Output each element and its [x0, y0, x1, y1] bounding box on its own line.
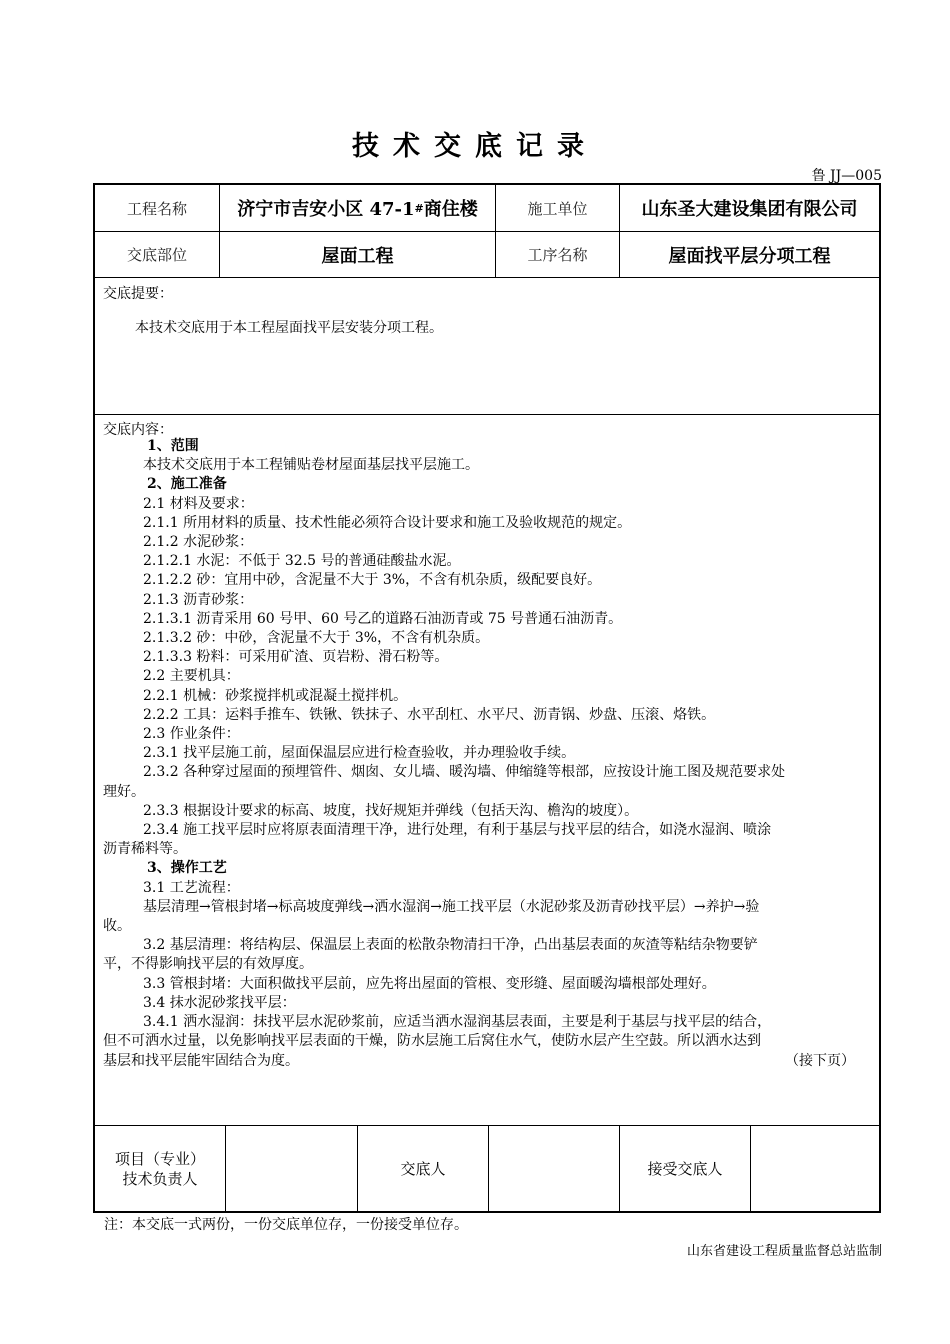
content-line: 2.3.1 找平层施工前，屋面保温层应进行检查验收，并办理验收手续。 [143, 745, 576, 762]
content-line: 2.1 材料及要求： [143, 495, 254, 512]
receiver-label: 接受交底人 [647, 1159, 723, 1178]
handover-person-label: 交底人 [400, 1159, 446, 1178]
record-form [93, 183, 881, 1213]
construction-unit-label: 施工单位 [527, 199, 588, 218]
content-line: 本技术交底用于本工程铺贴卷材屋面基层找平层施工。 [143, 457, 479, 474]
row-divider [95, 414, 879, 415]
construction-unit-value: 山东圣大建设集团有限公司 [641, 199, 858, 220]
continued-note: （接下页） [785, 1052, 855, 1069]
content-line: 3.1 工艺流程： [143, 879, 240, 896]
content-line: 3.2 基层清理：将结构层、保温层上表面的松散杂物清扫干净，凸出基层表面的灰渣等粘结杂物要铲 [143, 937, 758, 954]
content-line: 理好。 [103, 783, 145, 800]
content-line: 2.3 作业条件： [143, 726, 240, 743]
content-line: 2.2.1 机械：砂浆搅拌机或混凝土搅拌机。 [143, 687, 408, 704]
section-heading: 3、操作工艺 [147, 860, 227, 877]
supervisor-credit: 山东省建设工程质量监督总站监制 [686, 1244, 882, 1259]
content-line: 3.4 抹水泥砂浆找平层： [143, 994, 296, 1011]
content-line: 平，不得影响找平层的有效厚度。 [103, 956, 313, 973]
process-value: 屋面找平层分项工程 [668, 245, 831, 267]
content-label: 交底内容： [103, 422, 173, 438]
content-line: 2.1.2.2 砂：宜用中砂，含泥量不大于 3%，不含有机杂质，级配要良好。 [143, 572, 602, 589]
content-line: 2.3.3 根据设计要求的标高、坡度，找好规矩并弹线（包括天沟、檐沟的坡度）。 [143, 802, 639, 819]
section-heading: 1、范围 [147, 438, 199, 454]
summary-label: 交底提要： [103, 286, 173, 302]
content-line: 沥青稀料等。 [103, 841, 187, 858]
section-heading: 2、施工准备 [147, 476, 227, 493]
receiver-signature-field[interactable] [751, 1126, 879, 1211]
content-line: 2.2 主要机具： [143, 668, 240, 685]
content-line: 2.1.3.3 粉料：可采用矿渣、页岩粉、滑石粉等。 [143, 649, 449, 666]
content-line: 2.1.3.2 砂：中砂，含泥量不大于 3%，不含有机杂质。 [143, 630, 490, 647]
content-line: 2.3.4 施工找平层时应将原表面清理干净，进行处理，有利于基层与找平层的结合，如浇水湿润、喷涂 [143, 822, 772, 839]
content-line: 2.1.1 所用材料的质量、技术性能必须符合设计要求和施工及验收规范的规定。 [143, 514, 632, 531]
tech-lead-signature-field[interactable] [226, 1126, 357, 1211]
tech-lead-label: 项目（专业） 技术负责人 [114, 1149, 205, 1188]
content-line-text: 基层和找平层能牢固结合为度。 [103, 1052, 299, 1069]
page-title: 技术交底记录 [352, 131, 598, 162]
content-line: 2.2.2 工具：运料手推车、铁锹、铁抹子、水平刮杠、水平尺、沥青锅、炒盘、压滚、烙铁。 [143, 706, 716, 723]
content-line: 2.1.3.1 沥青采用 60 号甲、60 号乙的道路石油沥青或 75 号普通石油沥青。 [143, 610, 623, 627]
content-line: 2.1.2 水泥砂浆： [143, 534, 254, 551]
project-name-value: 济宁市吉安小区 47-1 # 商住楼 [237, 199, 478, 220]
summary-text: 本技术交底用于本工程屋面找平层安装分项工程。 [135, 320, 443, 336]
handover-person-signature-field[interactable] [489, 1126, 619, 1211]
process-label: 工序名称 [527, 246, 588, 264]
content-line: 但不可洒水过量，以免影响找平层表面的干燥，防水层施工后窝住水气，使防水层产生空鼓。所以洒水达到 [103, 1033, 761, 1050]
content-line: 2.1.3 沥青砂浆： [143, 591, 254, 608]
project-name-label: 工程名称 [126, 199, 187, 218]
content-line: 2.3.2 各种穿过屋面的预埋管件、烟囱、女儿墙、暖沟墙、伸缩缝等根部，应按设计施工图及规范要求处 [143, 764, 786, 781]
part-label: 交底部位 [126, 246, 187, 264]
footer-note: 注：本交底一式两份，一份交底单位存，一份接受单位存。 [104, 1217, 468, 1233]
content-line: 2.1.2.1 水泥：不低于 32.5 号的普通硅酸盐水泥。 [143, 553, 461, 570]
content-body [103, 437, 873, 1071]
form-code: 鲁 JJ—005 [811, 168, 882, 184]
part-value: 屋面工程 [321, 245, 394, 267]
content-line: 基层清理→管根封堵→标高坡度弹线→洒水湿润→施工找平层（水泥砂浆及沥青砂找平层）→养护→验 [143, 898, 760, 915]
content-line [103, 1052, 873, 1071]
content-line: 收。 [103, 918, 131, 935]
content-line: 3.4.1 洒水湿润：抹找平层水泥砂浆前，应适当洒水湿润基层表面，主要是利于基层与找平层的结合， [143, 1014, 772, 1031]
content-line: 3.3 管根封堵：大面积做找平层前，应先将出屋面的管根、变形缝、屋面暖沟墙根部处理好。 [143, 975, 716, 992]
row-divider [95, 277, 879, 278]
